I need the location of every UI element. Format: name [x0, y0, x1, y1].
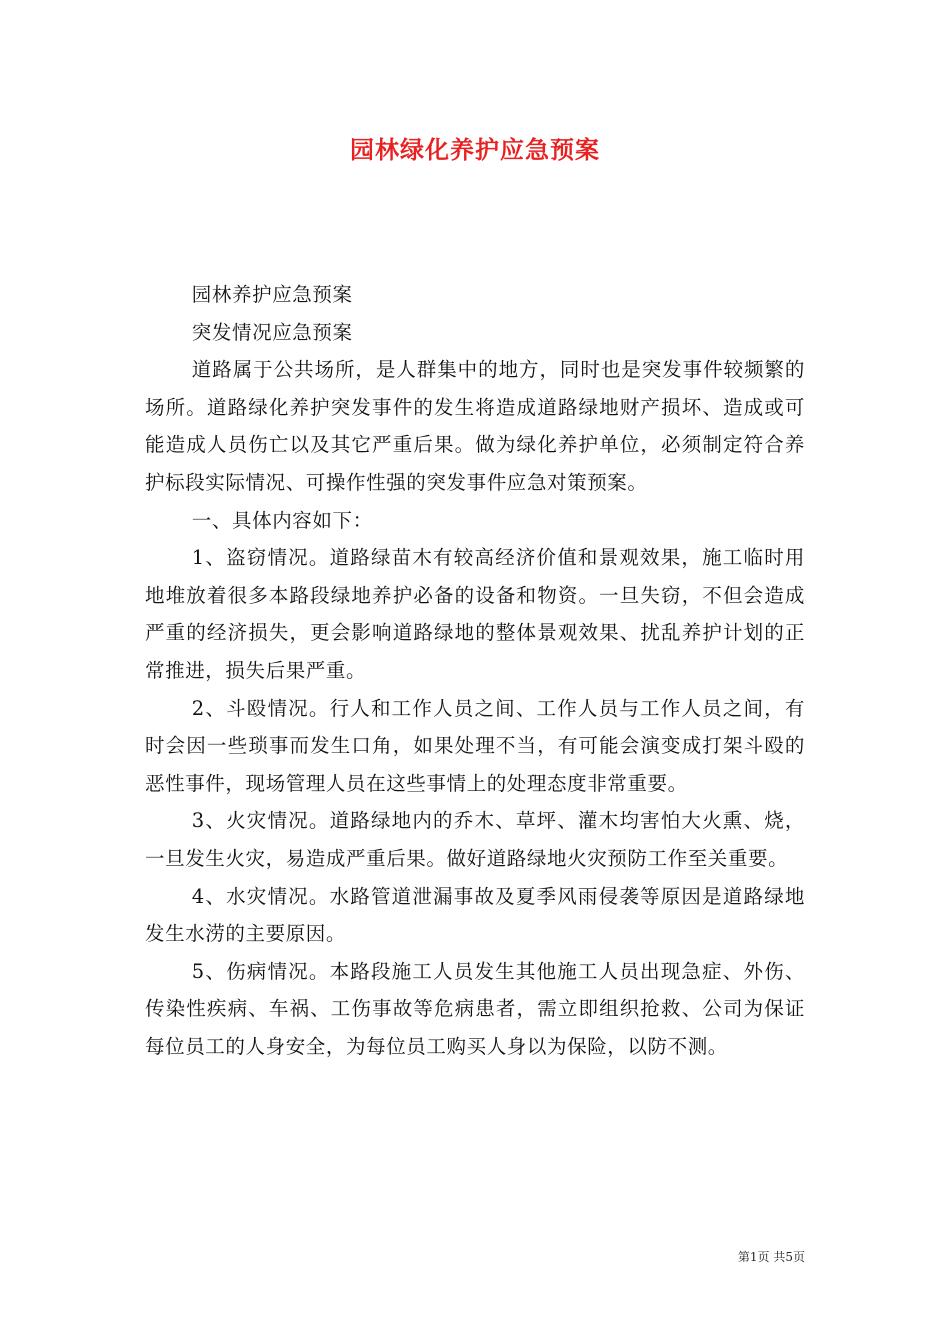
paragraph-item-theft: 1、盗窃情况。道路绿苗木有较高经济价值和景观效果，施工临时用地堆放着很多本路段绿地养护必备的设备和物资。一旦失窃，不但会造成严重的经济损失，更会影响道路绿地的整体景观效果、扰乱养护计划的正常推进，损失后果严重。 — [145, 546, 805, 682]
document-body — [145, 276, 805, 1065]
paragraph-item-fight: 2、斗殴情况。行人和工作人员之间、工作人员与工作人员之间，有时会因一些琐事而发生口角，如果处理不当，有可能会演变成打架斗殴的恶性事件，现场管理人员在这些事情上的处理态度非常重要。 — [145, 696, 805, 795]
paragraph-heading-1: 园林养护应急预案 — [191, 283, 353, 306]
footer-prefix: 第 — [737, 1250, 750, 1264]
footer-current-page: 1 — [749, 1250, 758, 1264]
paragraph-heading-2: 突发情况应急预案 — [191, 320, 353, 344]
paragraph-item-injury: 5、伤病情况。本路段施工人员发生其他施工人员出现急症、外伤、传染性疾病、车祸、工伤事故等危病患者，需立即组织抢救、公司为保证每位员工的人身安全，为每位员工购买人身以为保险，以防不测。 — [145, 959, 805, 1058]
paragraph-item-flood: 4、水灾情况。水路管道泄漏事故及夏季风雨侵袭等原因是道路绿地发生水涝的主要原因。 — [145, 884, 805, 946]
paragraph-item-fire: 3、火灾情况。道路绿地内的乔木、草坪、灌木均害怕大火熏、烧，一旦发生火灾，易造成严重后果。做好道路绿地火灾预防工作至关重要。 — [145, 809, 805, 870]
footer-total-pages: 5 — [785, 1250, 793, 1264]
footer-suffix: 页 — [792, 1250, 805, 1264]
paragraph-section-heading: 一、具体内容如下： — [191, 508, 373, 532]
page-footer — [0, 1248, 805, 1265]
footer-middle: 页 共 — [757, 1250, 786, 1264]
document-title: 园林绿化养护应急预案 — [350, 135, 600, 164]
paragraph-intro: 道路属于公共场所，是人群集中的地方，同时也是突发事件较频繁的场所。道路绿化养护突发事件的发生将造成道路绿地财产损坏、造成或可能造成人员伤亡以及其它严重后果。做为绿化养护单位，必须制定符合养护标段实际情况、可操作性强的突发事件应急对策预案。 — [145, 358, 805, 494]
